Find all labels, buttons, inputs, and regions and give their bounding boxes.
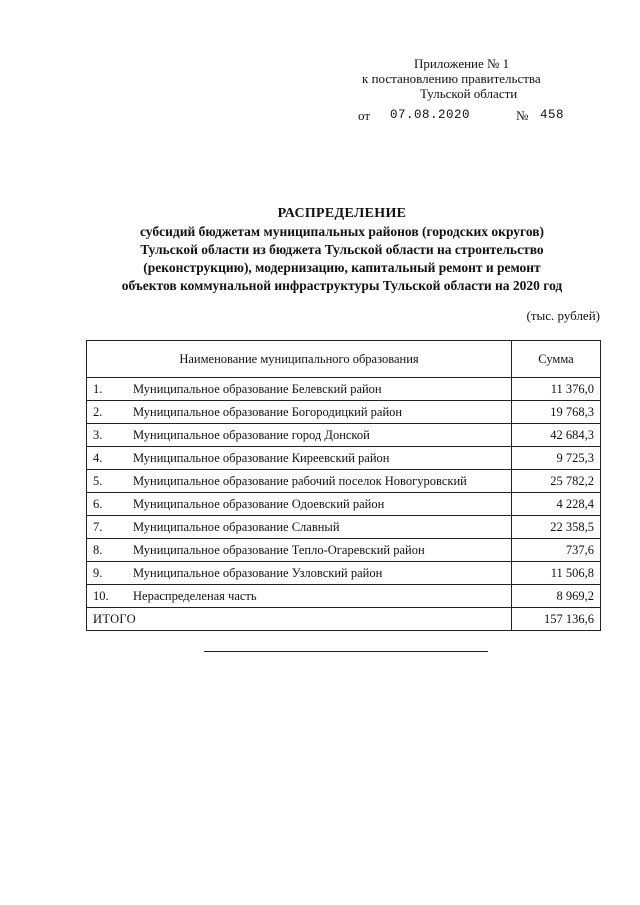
row-number: 3. [93, 427, 103, 442]
row-number: 2. [93, 404, 103, 419]
row-name-cell [87, 401, 512, 424]
row-name-cell [87, 378, 512, 401]
closing-rule [204, 651, 488, 652]
row-name-cell [87, 470, 512, 493]
row-sum: 42 684,3 [512, 424, 601, 447]
row-name: Муниципальное образование Тепло-Огаревский район [133, 542, 425, 557]
row-number: 1. [93, 381, 103, 396]
table-total-row [87, 608, 601, 631]
row-name: Нераспределеная часть [133, 588, 257, 603]
table-row [87, 424, 601, 447]
header-sum: Сумма [512, 341, 601, 378]
row-name: Муниципальное образование Богородицкий район [133, 404, 403, 419]
decree-details [358, 108, 565, 124]
appendix-region: Тульской области [420, 86, 518, 101]
appendix-number: Приложение № 1 [414, 56, 510, 71]
row-name: Муниципальное образование Славный [133, 519, 340, 534]
title-line-1: субсидий бюджетам муниципальных районов (городских округов) [139, 224, 545, 239]
row-name-cell [87, 539, 512, 562]
decree-number: 458 [540, 108, 565, 122]
row-name: Муниципальное образование Одоевский район [133, 496, 385, 511]
row-sum: 22 358,5 [512, 516, 601, 539]
row-number: 7. [93, 519, 103, 534]
row-sum: 8 969,2 [512, 585, 601, 608]
row-sum: 11 506,8 [512, 562, 601, 585]
row-name: Муниципальное образование Узловский район [133, 565, 383, 580]
table-row [87, 470, 601, 493]
row-name: Муниципальное образование Киреевский район [133, 450, 390, 465]
row-name-cell [87, 562, 512, 585]
row-name-cell [87, 424, 512, 447]
table-row [87, 378, 601, 401]
title-main: РАСПРЕДЕЛЕНИЕ [277, 206, 407, 221]
table-row [87, 447, 601, 470]
header-name: Наименование муниципального образования [87, 341, 512, 378]
table-row [87, 516, 601, 539]
title-line-4: объектов коммунальной инфраструктуры Тульской области на 2020 год [121, 278, 563, 293]
total-sum: 157 136,6 [512, 608, 601, 631]
title-line-2: Тульской области из бюджета Тульской области на строительство [140, 242, 544, 257]
row-name-cell [87, 493, 512, 516]
appendix-reference: к постановлению правительства [362, 71, 541, 86]
row-sum: 19 768,3 [512, 401, 601, 424]
table-row [87, 562, 601, 585]
row-name: Муниципальное образование рабочий поселок Новогуровский [133, 473, 467, 488]
row-number: 8. [93, 542, 103, 557]
row-name: Муниципальное образование Белевский район [133, 381, 382, 396]
row-number: 9. [93, 565, 103, 580]
row-sum: 25 782,2 [512, 470, 601, 493]
row-number: 5. [93, 473, 103, 488]
decree-date: 07.08.2020 [390, 108, 471, 122]
table-row [87, 401, 601, 424]
units-label: (тыс. рублей) [526, 308, 600, 323]
distribution-table [86, 340, 601, 631]
row-number: 10. [93, 588, 109, 603]
total-label: ИТОГО [87, 608, 512, 631]
row-sum: 11 376,0 [512, 378, 601, 401]
table-row [87, 493, 601, 516]
row-sum: 4 228,4 [512, 493, 601, 516]
table-row [87, 585, 601, 608]
row-name-cell [87, 585, 512, 608]
row-number: 6. [93, 496, 103, 511]
row-sum: 9 725,3 [512, 447, 601, 470]
appendix-header [300, 56, 600, 101]
title-line-3: (реконструкцию), модернизацию, капитальный ремонт и ремонт [143, 260, 541, 275]
row-name: Муниципальное образование город Донской [133, 427, 370, 442]
document-title [82, 205, 602, 295]
decree-number-label: № [516, 108, 529, 123]
table-row [87, 539, 601, 562]
decree-from-label: от [358, 108, 371, 123]
row-name-cell [87, 516, 512, 539]
row-name-cell [87, 447, 512, 470]
row-number: 4. [93, 450, 103, 465]
table-header-row [87, 341, 601, 378]
row-sum: 737,6 [512, 539, 601, 562]
